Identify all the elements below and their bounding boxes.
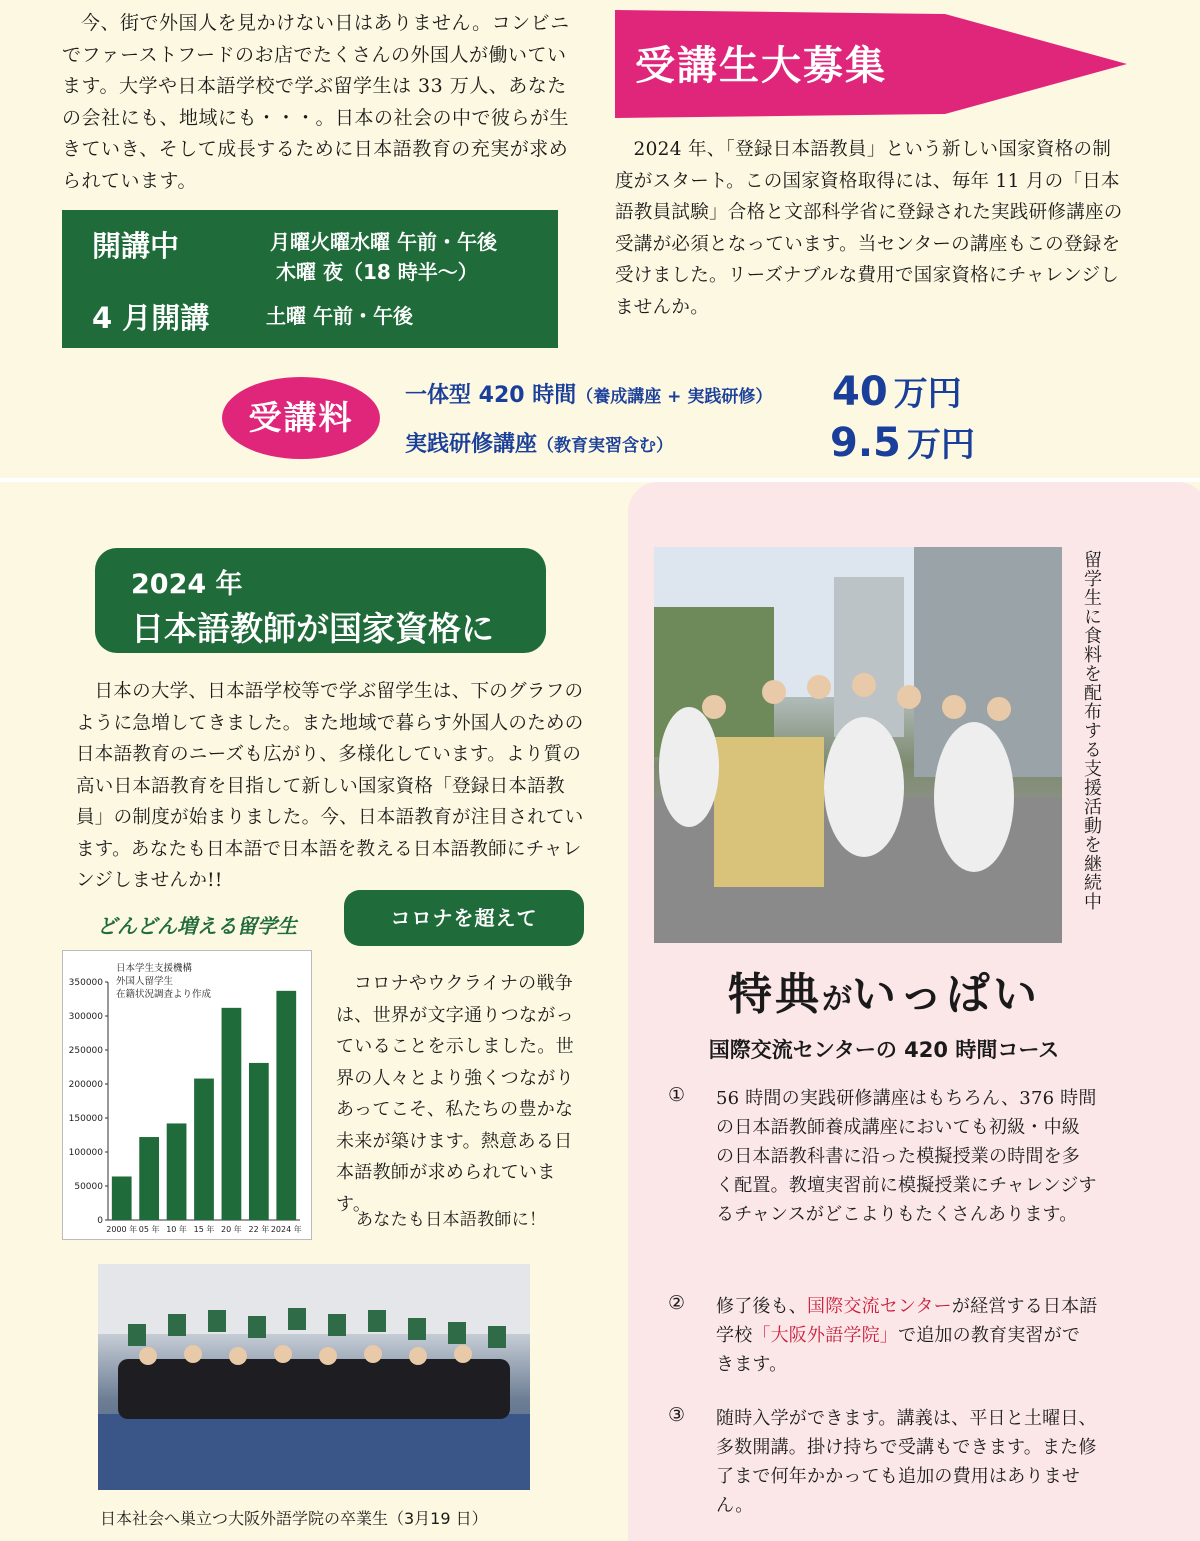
center-name: 国際交流センター [807, 1296, 952, 1317]
benefit-text-part: で追加の教育実習ができます。 [716, 1325, 1081, 1375]
fee-course1-price [832, 366, 962, 415]
x-tick-label: 22 年 [248, 1225, 270, 1234]
fee-badge: 受講料 [222, 377, 380, 459]
y-tick-label: 300000 [68, 1012, 103, 1022]
fee-course2-amount: 9.5 [830, 420, 901, 466]
benefit-text: 随時入学ができます。講義は、平日と土曜日、多数開講。掛け持ちで受講もできます。また修了まで何年かかっても追加の費用はありません。 [716, 1408, 1097, 1516]
chart-bar [276, 991, 296, 1220]
school-name: 「大阪外語学院」 [752, 1325, 899, 1346]
intro-paragraph: 今、街で外国人を見かけない日はありません。コンビニでファーストフードのお店でたくさんの外国人が働いています。大学や日本語学校で学ぶ留学生は 33 万人、あなたの会社にも、地域にも・・・。日本の社会の中で彼らが生きていき、そして成長するために日本語教育の充実が求められています。 [62, 12, 570, 192]
benefit-text-part: 修了後も、 [716, 1296, 807, 1317]
x-tick-label: 2024 年 [270, 1225, 302, 1234]
x-tick-label: 10 年 [166, 1225, 187, 1234]
fee-unit: 万円 [906, 425, 975, 465]
chart-bar [139, 1137, 159, 1220]
fee-course2 [405, 427, 673, 458]
fee-course1 [405, 378, 772, 409]
y-tick-label: 200000 [68, 1080, 103, 1090]
chart-bar [112, 1176, 132, 1220]
x-tick-label: 05 年 [138, 1225, 160, 1234]
chart-note-line: 日本学生支援機構 [116, 963, 193, 974]
chart-source-note [116, 962, 211, 1001]
support-photo-art [654, 547, 1062, 943]
fee-course1-amount: 40 [832, 369, 888, 415]
students-chart [62, 950, 312, 1240]
corona-heading: コロナを超えて [344, 890, 584, 946]
x-tick-label: 2000 年 [106, 1225, 138, 1234]
chart-heading: どんどん増える留学生 [97, 914, 297, 938]
y-tick-label: 100000 [68, 1148, 103, 1158]
schedule-april-detail: 土曜 午前・午後 [266, 304, 413, 328]
schedule-ongoing-line2: 木曜 夜（18 時半〜） [276, 260, 478, 284]
chart-bar [249, 1063, 269, 1220]
chart-note-line: 在籍状況調査より作成 [116, 989, 212, 1000]
fee-course2-name: 実践研修講座 [405, 432, 538, 457]
chart-bar [167, 1123, 187, 1220]
benefits-heading [654, 958, 1114, 1022]
benefit-mark: ① [668, 1084, 686, 1106]
graduation-photo-art [98, 1264, 530, 1490]
recruit-title: 受講生大募集 [635, 43, 887, 89]
recruit-paragraph: 2024 年、「登録日本語教員」という新しい国家資格の制度がスタート。この国家資格取得には、毎年 11 月の「日本語教員試験」合格と文部科学省に登録された実践研修講座の受講が必須となっています。当センターの講座もこの登録を受けました。リーズナブルな費用で国家資格にチャレンジしませんか。 [615, 139, 1123, 318]
qualification-heading-year: 2024 年 [131, 569, 243, 600]
benefit-item [668, 1084, 1108, 1274]
benefits-title-a: 特典 [728, 969, 822, 1020]
fee-course1-note: （養成講座 + 実践研修） [576, 387, 773, 407]
x-tick-label: 20 年 [221, 1225, 242, 1234]
benefits-title-c: いっぱい [852, 969, 1040, 1020]
schedule-ongoing-line1: 月曜火曜水曜 午前・午後 [270, 230, 497, 254]
benefit-text [716, 1292, 1098, 1379]
benefit-mark: ③ [668, 1404, 686, 1426]
fee-unit: 万円 [893, 374, 962, 414]
graduation-photo [98, 1264, 530, 1490]
benefit-text-part: が経営する日本語学校 [716, 1296, 1098, 1346]
benefits-title-b: が [822, 982, 852, 1017]
support-caption: 留学生に食料を配布する支援活動を継続中 [1081, 550, 1102, 911]
benefit-item [668, 1292, 1108, 1392]
graduation-caption: 日本社会へ巣立つ大阪外語学院の卒業生（3月19 日） [100, 1509, 488, 1528]
recruit-pennant [615, 10, 1127, 118]
y-tick-label: 350000 [68, 978, 103, 988]
chart-bar [222, 1008, 242, 1220]
y-tick-label: 150000 [68, 1114, 103, 1124]
corona-paragraph: コロナやウクライナの戦争は、世界が文字通りつながっていることを示しました。世界の人々とより強くつながりあってこそ、私たちの豊かな未来が築けます。熱意ある日本語教師が求められています。 [336, 973, 574, 1215]
fee-course1-name: 一体型 420 時間 [405, 383, 577, 408]
qualification-heading [95, 548, 546, 653]
fee-course2-note: （教育実習含む） [537, 436, 674, 456]
benefit-mark: ② [668, 1292, 686, 1314]
qualification-heading-title: 日本語教師が国家資格に [131, 609, 494, 648]
qualification-paragraph: 日本の大学、日本語学校等で学ぶ留学生は、下のグラフのように急増してきました。また地域で暮らす外国人のための日本語教育のニーズも広がり、多様化しています。より質の高い日本語教育を目指して新しい国家資格「登録日本語教員」の制度が始まりました。今、日本語教育が注目されています。あなたも日本語で日本語を教える日本語教師にチャレンジしませんか!! [76, 681, 584, 891]
schedule-april-label: 4 月開講 [92, 301, 210, 335]
support-activity-photo [654, 547, 1062, 943]
y-tick-label: 0 [97, 1216, 103, 1226]
benefit-text: 56 時間の実践研修講座はもちろん、376 時間の日本語教師養成講座においても初級・中級の日本語教科書に沿った模擬授業の時間を多く配置。教壇実習前に模擬授業にチャレンジするチャンスがどこよりもたくさんあります。 [716, 1088, 1097, 1225]
chart-bar [194, 1079, 214, 1220]
fee-course2-price [830, 417, 975, 466]
y-tick-label: 50000 [74, 1182, 103, 1192]
x-tick-label: 15 年 [193, 1225, 215, 1234]
benefits-subtitle: 国際交流センターの 420 時間コース [708, 1038, 1060, 1062]
schedule-box [62, 210, 558, 348]
chart-note-line: 外国人留学生 [116, 976, 174, 987]
benefit-item [668, 1404, 1108, 1534]
corona-closing: あなたも日本語教師に！ [356, 1210, 547, 1230]
schedule-ongoing-label: 開講中 [92, 229, 180, 263]
y-tick-label: 250000 [68, 1046, 103, 1056]
